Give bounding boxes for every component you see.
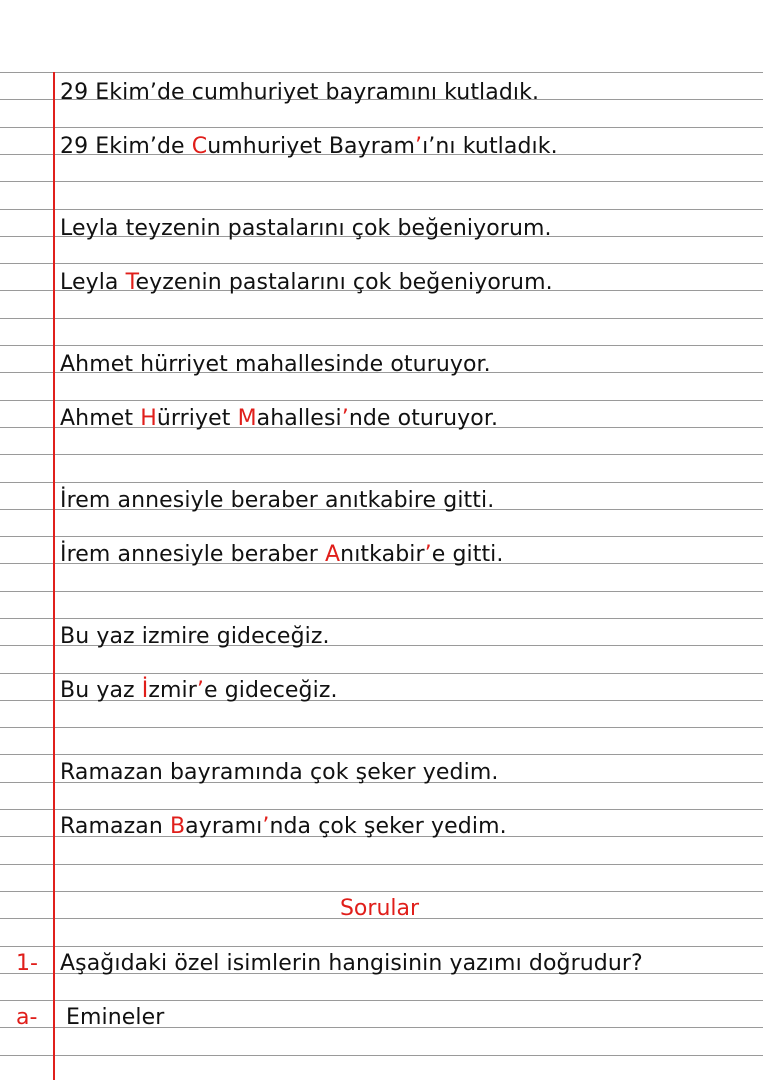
sentence-segment: nda çok şeker yedim. xyxy=(269,814,507,839)
highlighted-letter: ’ xyxy=(424,542,432,567)
sentence-segment: nıtkabir xyxy=(340,542,425,567)
ruled-line xyxy=(0,263,763,264)
sentence-1-correct xyxy=(60,136,558,158)
sentence-segment: 29 Ekim’de cumhuriyet bayramını kutladık. xyxy=(60,80,540,105)
sentence-segment: umhuriyet xyxy=(207,134,329,159)
sentence-segment: ı xyxy=(422,134,429,159)
sentence-segment: Bu yaz izmire gideceğiz. xyxy=(60,624,330,649)
sentence-segment: Ramazan xyxy=(60,814,170,839)
sentence-segment: Bayram xyxy=(328,134,415,159)
sentence-segment: Ahmet hürriyet mahallesinde oturuyor. xyxy=(60,352,491,377)
sentence-2-correct xyxy=(60,272,553,294)
sentence-segment: ayramı xyxy=(185,814,263,839)
ruled-line xyxy=(0,864,763,865)
highlighted-letter: ’ xyxy=(262,814,270,839)
ruled-line xyxy=(0,454,763,455)
highlighted-letter: H xyxy=(140,406,157,431)
sentence-segment: Ramazan bayramında çok şeker yedim. xyxy=(60,760,499,785)
highlighted-letter: A xyxy=(325,542,341,567)
ruled-line xyxy=(0,400,763,401)
sentence-segment: Ahmet xyxy=(60,406,141,431)
sentence-1-incorrect xyxy=(60,82,539,104)
sentence-6-incorrect xyxy=(60,762,498,784)
ruled-line xyxy=(0,754,763,755)
ruled-line xyxy=(0,673,763,674)
sentence-segment: ahallesi xyxy=(256,406,342,431)
highlighted-letter: ’ xyxy=(341,406,349,431)
ruled-line xyxy=(0,1000,763,1001)
ruled-line xyxy=(0,209,763,210)
sentence-segment: ’ xyxy=(428,134,436,159)
ruled-line xyxy=(0,591,763,592)
sentence-segment: 29 Ekim’de xyxy=(60,134,192,159)
highlighted-letter: ’ xyxy=(414,134,423,159)
sentence-segment: nı kutladık. xyxy=(435,134,558,159)
sentence-3-incorrect xyxy=(60,354,491,376)
highlighted-letter: T xyxy=(125,270,136,295)
sentence-segment: İrem annesiyle beraber xyxy=(60,542,326,567)
ruled-line xyxy=(0,1055,763,1056)
sentence-5-incorrect xyxy=(60,626,330,648)
ruled-line xyxy=(0,482,763,483)
sentence-segment: e gideceğiz. xyxy=(204,678,338,703)
ruled-line xyxy=(0,318,763,319)
sentence-4-correct xyxy=(60,544,503,566)
ruled-line xyxy=(0,345,763,346)
sentence-5-correct xyxy=(60,680,338,702)
ruled-line xyxy=(0,618,763,619)
sentence-segment: nde oturuyor. xyxy=(348,406,499,431)
ruled-line xyxy=(0,891,763,892)
sentence-segment: zmir xyxy=(148,678,197,703)
questions-heading: Sorular xyxy=(339,896,420,921)
highlighted-letter: B xyxy=(169,814,186,839)
sentence-segment: ürriyet xyxy=(156,406,238,431)
ruled-line xyxy=(0,72,763,73)
sentence-segment: Leyla teyzenin pastalarını çok beğeniyorum. xyxy=(60,216,552,241)
option-letter: a- xyxy=(16,1005,38,1030)
question-text: Aşağıdaki özel isimlerin hangisinin yazımı doğrudur? xyxy=(60,951,643,976)
highlighted-letter: ’ xyxy=(196,678,205,703)
option-text: Emineler xyxy=(66,1005,165,1030)
margin-line xyxy=(53,72,55,1080)
sentence-segment: Leyla xyxy=(60,270,126,295)
ruled-line xyxy=(0,127,763,128)
ruled-line xyxy=(0,536,763,537)
ruled-line xyxy=(0,946,763,947)
ruled-line xyxy=(0,727,763,728)
sentence-6-correct xyxy=(60,816,507,838)
sentence-segment: e gitti. xyxy=(431,542,504,567)
highlighted-letter: M xyxy=(237,406,257,431)
sentence-4-incorrect xyxy=(60,490,494,512)
sentence-3-correct xyxy=(60,408,498,430)
sentence-segment: Bu yaz xyxy=(60,678,142,703)
ruled-line xyxy=(0,181,763,182)
question-number: 1- xyxy=(16,951,38,976)
highlighted-letter: İ xyxy=(141,678,149,703)
ruled-line xyxy=(0,809,763,810)
sentence-segment: eyzenin pastalarını çok beğeniyorum. xyxy=(135,270,553,295)
sentence-2-incorrect xyxy=(60,218,552,240)
sentence-segment: İrem annesiyle beraber anıtkabire gitti. xyxy=(60,488,495,513)
highlighted-letter: C xyxy=(191,134,208,159)
